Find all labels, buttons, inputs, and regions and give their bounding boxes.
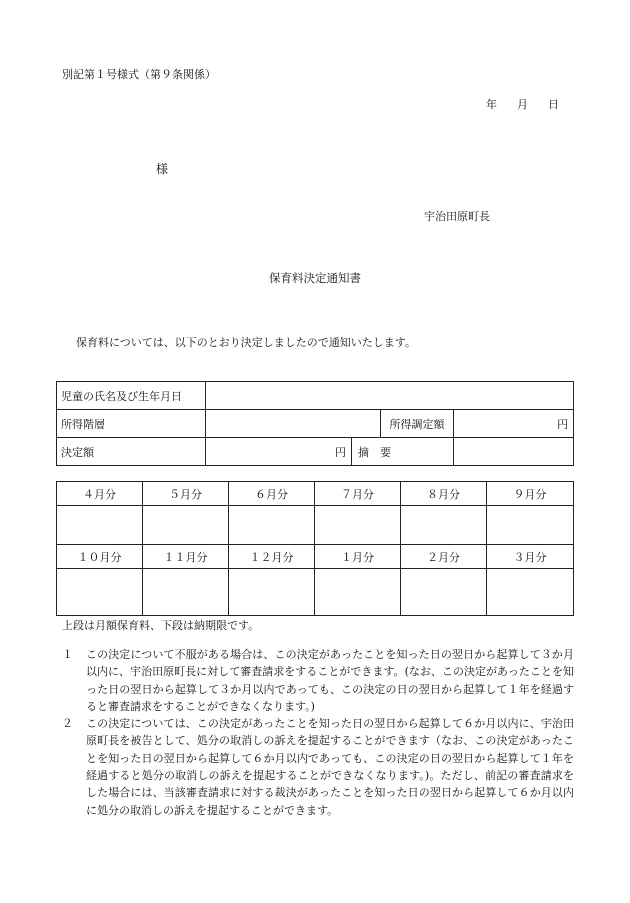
form-number: 別記第１号様式（第９条関係） [62,68,216,81]
day-label: 日 [548,98,559,111]
decided-amount-yen: 円 [206,438,352,466]
child-name-birthdate-label: 児童の氏名及び生年月日 [57,382,206,410]
month-header: １０月分 [57,545,143,569]
month-fee-cell [57,569,143,616]
child-name-birthdate-value [206,382,574,410]
month-header: ６月分 [229,482,315,506]
income-tier-label: 所得階層 [57,410,206,438]
note-number: ２ [62,717,73,731]
month-header: ８月分 [401,482,487,506]
note-text: この決定について不服がある場合は、この決定があったことを知った日の翌日から起算して３か月以内に、宇治田原町長に対して審査請求をすることができます。(なお、この決定があったことを知った日の翌日から起算して３か月以内であっても、この決定の日の翌日から起算して１年を経過すると審査請求をすることができなくなります。) [86,648,574,713]
month-fee-cell [229,506,315,545]
issuer: 宇治田原町長 [424,210,490,223]
intro-text: 保育料については、以下のとおり決定しましたので通知いたします。 [76,336,416,349]
month-fee-cell [229,569,315,616]
month-fee-cell [401,569,487,616]
month-header: ７月分 [315,482,401,506]
remarks-label: 摘 要 [352,438,454,466]
note-item [62,715,574,819]
adjusted-income-label: 所得調定額 [381,410,454,438]
decided-amount-label: 決定額 [57,438,206,466]
month-fee-cell [315,569,401,616]
income-row [57,410,574,438]
month-value-row [57,569,574,616]
month-fee-cell [143,569,229,616]
month-header: ５月分 [143,482,229,506]
month-header: ４月分 [57,482,143,506]
decided-row [57,438,574,466]
month-fee-cell [57,506,143,545]
year-label: 年 [486,98,497,111]
month-header: １１月分 [143,545,229,569]
month-header: １月分 [315,545,401,569]
remarks-value [454,438,574,466]
table-footnote: 上段は月額保育料、下段は納期限です。 [62,619,260,632]
note-item [62,646,574,715]
month-fee-cell [315,506,401,545]
note-number: １ [62,648,73,661]
month-header: ３月分 [487,545,574,569]
appeal-notes [62,646,574,819]
month-fee-cell [401,506,487,545]
income-tier-value [206,410,381,438]
month-fee-cell [487,569,574,616]
month-label: 月 [517,98,528,111]
note-text: この決定については、この決定があったことを知った日の翌日から起算して６か月以内に、宇治田原町長を被告として、処分の取消しの訴えを提起することができます（なお、この決定があったことを知った日の翌日から起算して６か月以内であっても、この決定の日の翌日から起算して１年を経過すると処分の取消しの訴えを提起することができなくなります。)。ただし、前記の審査請求をした場合には、当該審査請求に対する裁決があったことを知った日の翌日から起算して６か月以内に処分の取消しの訴えを提起することができます。 [86,717,574,817]
month-value-row [57,506,574,545]
adjusted-income-yen: 円 [454,410,574,438]
month-header: １２月分 [229,545,315,569]
month-header-row [57,545,574,569]
fee-info-table [56,381,574,466]
date-line [486,96,559,112]
month-header-row [57,482,574,506]
month-fee-cell [143,506,229,545]
child-row [57,382,574,410]
month-header: ９月分 [487,482,574,506]
month-header: ２月分 [401,545,487,569]
document-title: 保育料決定通知書 [269,271,361,285]
recipient-honorific: 様 [156,162,169,176]
month-fee-cell [487,506,574,545]
monthly-fee-table [56,481,574,616]
